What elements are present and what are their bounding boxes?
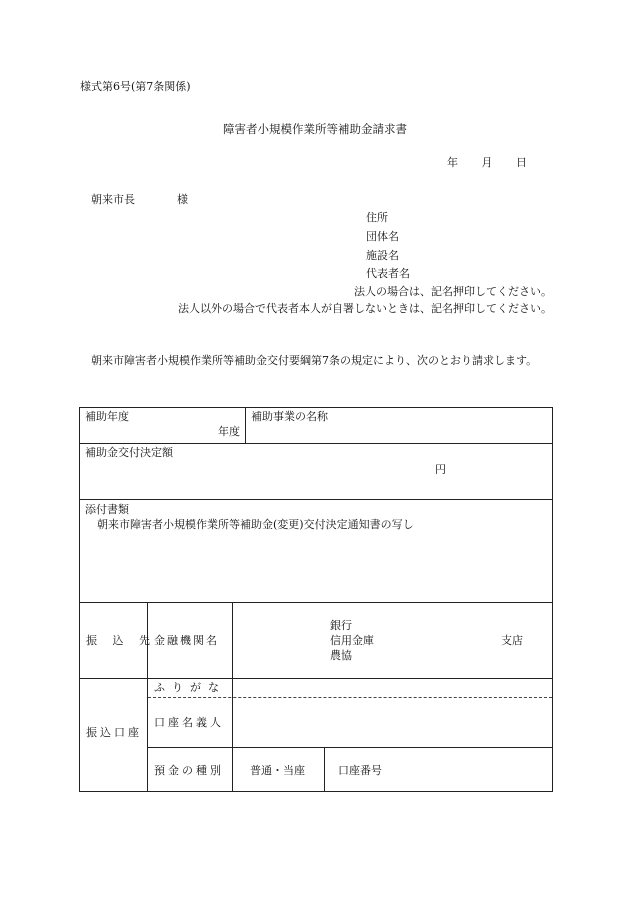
bank-name-label: 金融機関名 <box>154 634 219 647</box>
bank-type-agri-coop: 農協 <box>330 649 352 662</box>
request-form-table <box>79 407 553 792</box>
transfer-to-label: 振 込 先 <box>86 634 156 647</box>
attachments-label: 添付書類 <box>85 503 129 516</box>
addressee-name: 朝来市長 <box>91 193 135 206</box>
account-label: 振込口座 <box>86 726 142 739</box>
date-month: 月 <box>481 156 493 169</box>
date-line <box>447 156 547 170</box>
date-day: 日 <box>516 156 527 169</box>
fiscal-year-label: 補助年度 <box>85 410 129 423</box>
branch-label: 支店 <box>501 634 523 647</box>
bank-type-bank: 銀行 <box>330 619 352 632</box>
sender-facility-label: 施設名 <box>366 249 399 262</box>
project-name-label: 補助事業の名称 <box>251 410 328 423</box>
date-year: 年 <box>447 156 458 169</box>
fiscal-year-unit: 年度 <box>218 425 240 438</box>
bank-type-credit-union: 信用金庫 <box>330 634 374 647</box>
sender-organization-label: 団体名 <box>366 230 399 243</box>
document-title: 障害者小規模作業所等補助金請求書 <box>223 122 407 136</box>
deposit-type-label: 預金の種別 <box>154 764 224 777</box>
form-number: 様式第6号(第7条関係) <box>80 80 191 93</box>
grant-amount-label: 補助金交付決定額 <box>85 446 173 459</box>
amount-unit: 円 <box>435 463 446 476</box>
addressee <box>91 193 188 207</box>
account-number-label: 口座番号 <box>338 764 382 777</box>
sender-representative-label: 代表者名 <box>366 267 410 280</box>
furigana-label: ふりがな <box>154 681 226 694</box>
attachment-item: 朝来市障害者小規模作業所等補助金(変更)交付決定通知書の写し <box>97 518 414 531</box>
note-corporation: 法人の場合は、記名押印してください。 <box>354 285 552 298</box>
body-text: 朝来市障害者小規模作業所等補助金交付要綱第7条の規定により、次のとおり請求します。 <box>91 354 538 367</box>
addressee-honorific: 様 <box>177 193 188 206</box>
sender-address-label: 住所 <box>366 211 388 224</box>
account-holder-label: 口座名義人 <box>154 716 224 729</box>
deposit-type-value: 普通・当座 <box>250 764 305 777</box>
note-non-corporation: 法人以外の場合で代表者本人が自署しないときは、記名押印してください。 <box>178 302 552 315</box>
